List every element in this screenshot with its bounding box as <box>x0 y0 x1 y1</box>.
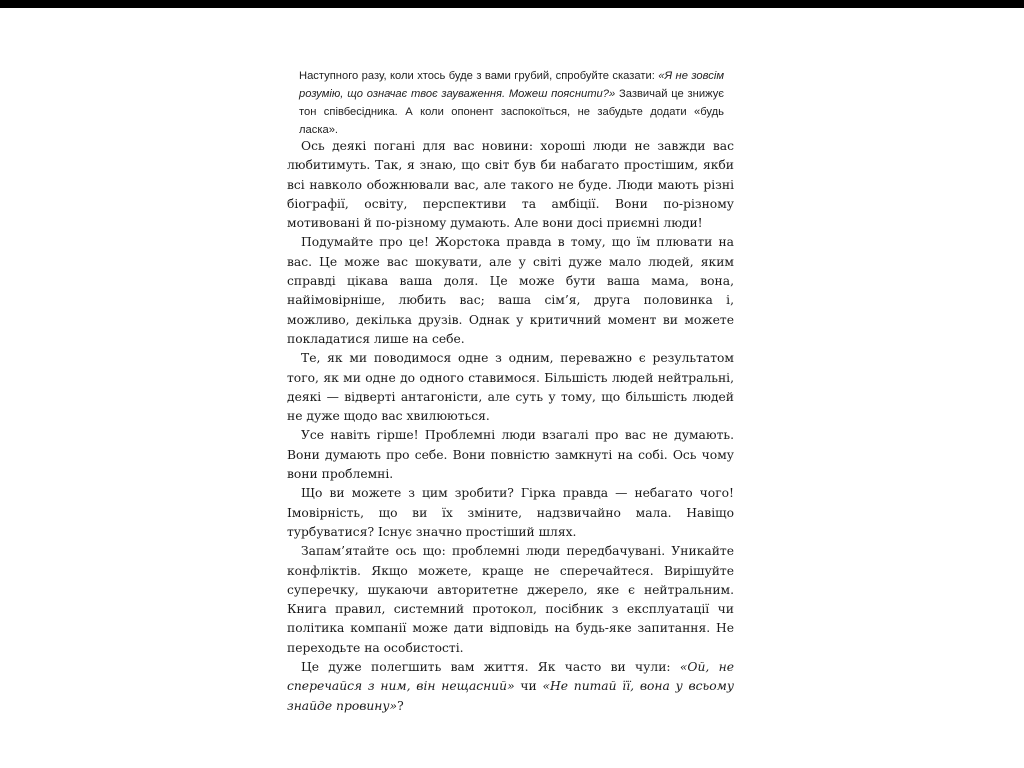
paragraph-7-mid: чи <box>514 679 543 694</box>
sidebar-lead: Наступного разу, коли хтось буде з вами грубий, спробуйте сказати: <box>299 70 659 82</box>
main-text <box>287 137 734 716</box>
paragraph-7-lead: Це дуже полегшить вам життя. Як часто ви чули: <box>301 660 680 675</box>
sidebar-paragraph <box>299 67 724 139</box>
paragraph-7-end: ? <box>397 698 404 713</box>
sidebar-note <box>299 67 724 139</box>
paragraph-1: Ось деякі погані для вас новини: хороші люди не завжди вас любитимуть. Так, я знаю, що світ був би набагато простішим, якби всі навколо обожнювали вас, але такого не буде. Люди мають різні біографії, освіту, перспективи та амбіції. Вони по-різному мотивовані й по-різному думають. Але вони досі приємні люди! <box>287 139 734 231</box>
paragraph-2: Подумайте про це! Жорстока правда в тому, що їм плювати на вас. Це може вас шокувати, але у світі дуже мало людей, яким справді цікава ваша доля. Це може бути ваша мама, вона, найімовірніше, любить вас; ваша сім’я, друга половинка і, можливо, декілька друзів. Однак у критичний момент ви можете покладатися лише на себе. <box>287 235 734 346</box>
paragraph-3: Те, як ми поводимося одне з одним, переважно є результатом того, як ми одне до одного ставимося. Більшість людей нейтральні, деякі — відверті антагоністи, але суть у тому, що більшість людей не дуже щодо вас хвилюються. <box>287 351 734 424</box>
sidebar-tail: Зазвичай це знижує тон співбесідника. А коли опонент заспокоїться, не забудьте додати «будь ласка». <box>299 88 725 136</box>
paragraph-5: Що ви можете з цим зробити? Гірка правда — небагато чого! Імовірність, що ви їх зміните, надзвичайно мала. Навіщо турбуватися? Існує значно простіший шлях. <box>287 486 734 539</box>
paragraph-7-quote-2: «Не питай її, вона у всьому знайде провину» <box>287 679 734 713</box>
paragraph-7 <box>287 658 734 716</box>
paragraph-7-quote-1: «Ой, не сперечайся з ним, він нещасний» <box>287 660 734 694</box>
top-border <box>0 0 1024 8</box>
sidebar-quote: «Я не зовсім розумію, що означає твоє зауваження. Можеш пояснити?» <box>299 70 724 100</box>
paragraph-6: Запам’ятайте ось що: проблемні люди передбачувані. Уникайте конфліктів. Якщо можете, краще не сперечайтеся. Вирішуйте суперечку, шукаючи авторитетне джерело, яке є нейтральним. Книга правил, системний протокол, посібник з експлуатації чи політика компанії може дати відповідь на будь-яке запитання. Не переходьте на особистості. <box>287 544 734 655</box>
paragraph-4: Усе навіть гірше! Проблемні люди взагалі про вас не думають. Вони думають про себе. Вони повністю замкнуті на собі. Ось чому вони проблемні. <box>287 428 734 482</box>
